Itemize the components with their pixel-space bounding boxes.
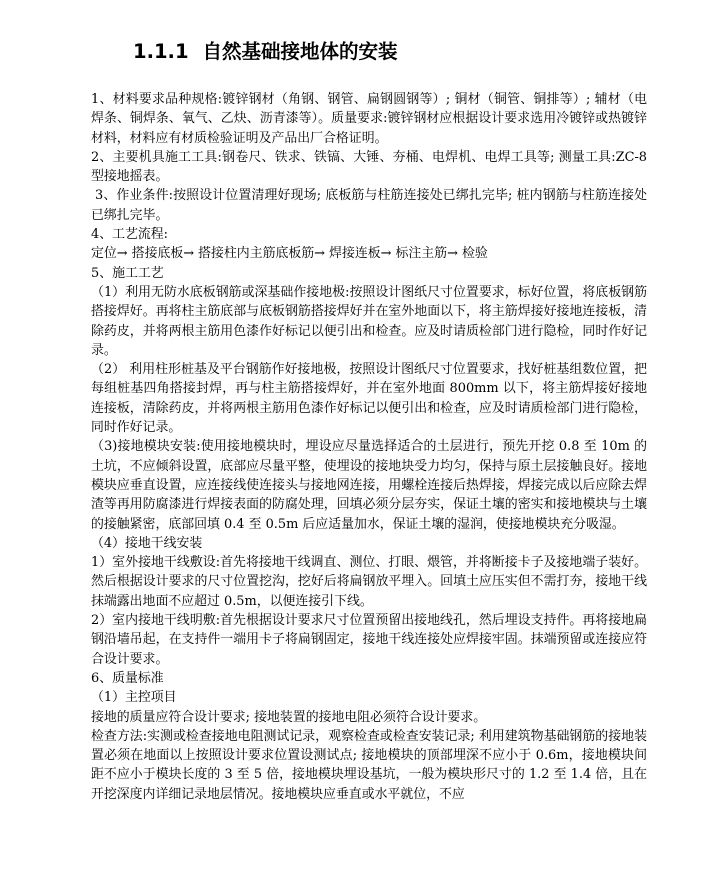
paragraph-trunk-outdoor: 1）室外接地干线敷设:首先将接地干线调直、测位、打眼、煨管，并将断接卡子及接地端子装好。然后根据设计要求的尺寸位置挖沟，挖好后将扁钢放平埋入。回填土应压实但不需打夯，接地干线抹端露出地面不应超过 0.5m，以便连接引下线。 <box>91 555 647 609</box>
paragraph-trunk-heading: （4）接地干线安装 <box>91 535 203 551</box>
paragraph-construction-2: （2） 利用柱形桩基及平台钢筋作好接地极，按照设计图纸尺寸位置要求，找好桩基组数位置，把每组桩基四角搭接封焊，再与柱主筋搭接焊好，并在室外地面 800mm 以下，将主筋焊接好接地连接板，清除药皮，并将两根主筋用色漆作好标记以便引出和检查，应及时请质检部门进行隐检，同时作好记录。 <box>91 362 647 436</box>
paragraph-construction-heading: 5、施工工艺 <box>91 265 164 281</box>
paragraph-main-items: 接地的质量应符合设计要求; 接地装置的接地电阻必须符合设计要求。 <box>91 709 487 725</box>
paragraph-inspection: 检查方法:实测或检查接地电阻测试记录，观察检查或检查安装记录; 利用建筑物基础钢筋的接地装置必须在地面以上按照设计要求位置设测试点; 接地模块的顶部埋深不应小于 0.6m，接地模块间距不应小于模块长度的 3 至 5 倍，接地模块埋设基坑，一般为模块形尺寸的 1.2 至 1.4 倍，且在开挖深度内详细记录地层情况。接地模块应垂直或水平就位，不应 <box>91 728 647 802</box>
section-title: 自然基础接地体的安装 <box>202 40 398 63</box>
paragraph-quality-heading: 6、质量标准 <box>91 670 164 686</box>
paragraph-process-heading: 4、工艺流程: <box>91 227 168 243</box>
paragraph-main-items-heading: （1）主控项目 <box>91 690 177 706</box>
section-number: 1.1.1 <box>133 40 189 63</box>
paragraph-materials: 1、材料要求品种规格:镀锌钢材（角钢、钢管、扁钢圆钢等）; 铜材（铜管、铜排等）; 辅材（电焊条、铜焊条、氧气、乙炔、沥青漆等）。质量要求:镀锌钢材应根据设计要求选用冷镀锌或热镀锌材料，材料应有材质检验证明及产品出厂合格证明。 <box>91 92 647 146</box>
paragraph-trunk-indoor: 2）室内接地干线明敷:首先根据设计要求尺寸位置预留出接地线孔，然后埋设支持件。再将接地扁钢沿墙吊起，在支持件一端用卡子将扁钢固定，接地干线连接处应焊接牢固。抹端预留或连接应符合设计要求。 <box>91 613 647 667</box>
paragraph-tools: 2、主要机具施工工具:钢卷尺、铁求、铁镐、大锤、夯桶、电焊机、电焊工具等; 测量工具:ZC-8型接地摇表。 <box>91 149 647 185</box>
paragraph-construction-3: （3)接地模块安装:使用接地模块时，埋设应尽量选择适合的土层进行，预先开挖 0.8 至 10m 的土坑，不应倾斜设置，底部应尽量平整，使埋设的接地块受力均匀，保持与原土层接触良好。接地模块应垂直设置，应连接线使连接头与接地网连接，用螺栓连接后热焊接，焊接完成以后应除去焊渣等再用防腐漆进行焊接表面的防腐处理，回填必须分层夯实，保证土壤的密实和接地模块与土壤的接触紧密，底部回填 0.4 至 0.5m 后应适量加水，保证土壤的湿润，使接地模块充分吸湿。 <box>91 439 647 532</box>
document-body <box>91 90 647 804</box>
paragraph-process-flow: 定位→ 搭接底板→ 搭接柱内主筋底板筋→ 焊接连板→ 标注主筋→ 检验 <box>91 246 488 262</box>
section-heading <box>133 38 398 66</box>
paragraph-conditions: 3、作业条件:按照设计位置清理好现场; 底板筋与柱筋连接处已绑扎完毕; 桩内钢筋与柱筋连接处已绑扎完毕。 <box>91 188 647 223</box>
paragraph-construction-1: （1）利用无防水底板钢筋或深基础作接地极:按照设计图纸尺寸位置要求，标好位置，将底板钢筋搭接焊好。再将柱主筋底部与底板钢筋搭接焊好并在室外地面以下，将主筋焊接好接地连接板，清除药皮，并将两根主筋用色漆作好标记以便引出和检查。应及时请质检部门进行隐检，同时作好记录。 <box>91 284 647 358</box>
